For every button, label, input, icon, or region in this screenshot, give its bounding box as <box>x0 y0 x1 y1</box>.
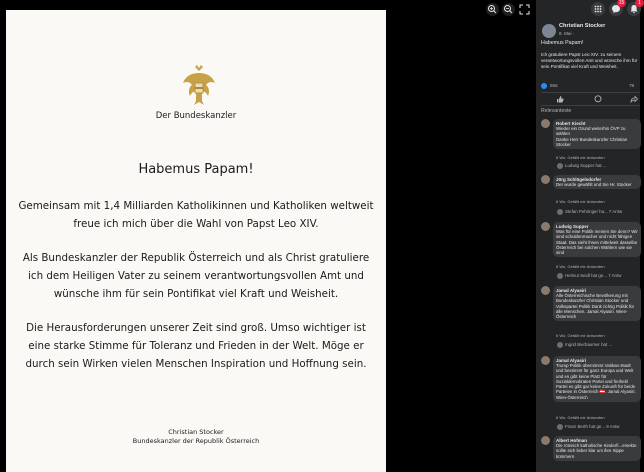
notifications-badge: 1 <box>635 0 644 7</box>
comment-sort-dropdown[interactable]: Relevanteste <box>541 108 572 114</box>
reply-text: Helmut Seidl hat ge... 7 Antw <box>565 273 622 279</box>
reply-preview[interactable] <box>557 342 612 349</box>
reply-preview[interactable] <box>557 424 619 431</box>
comment-bubble <box>553 175 641 189</box>
like-button-icon[interactable] <box>556 95 564 105</box>
comment-actions[interactable]: 6 Wo. Gefällt mir Antworten <box>556 415 605 420</box>
comment-text: Wieder ein Grund weiterhin ÖVP zu wählen Danke Herr Bundeskanzler Christian Stocker <box>556 126 628 147</box>
reply-avatar <box>557 273 563 279</box>
messenger-icon[interactable] <box>609 2 623 16</box>
menu-grid-icon[interactable] <box>591 2 605 16</box>
commenter-avatar[interactable] <box>541 175 550 184</box>
austrian-eagle-emblem-icon <box>182 65 216 105</box>
commenter-name[interactable]: Robert Kiecht <box>556 121 586 126</box>
commenter-avatar[interactable] <box>541 119 550 128</box>
reply-text: Franz Berth hat ge... 9 Antw <box>565 424 620 430</box>
letter-paragraph-3: Die Herausforderungen unserer Zeit sind groß. Umso wichtiger ist eine starke Stimme für Toleranz und Frieden in der Welt. Möge er durch sein Wirken vielen Menschen Inspiration und Hoffnung sein. <box>25 322 367 370</box>
notifications-bell-icon[interactable] <box>627 2 641 16</box>
comment-actions[interactable]: 6 Wo. Gefällt mir Antworten <box>556 333 605 338</box>
reactions-count: 556 <box>550 83 558 88</box>
top-bar <box>536 0 640 18</box>
comment-actions[interactable]: 6 Wo. Gefällt mir Antworten <box>556 199 605 204</box>
comment-bubble <box>553 286 641 321</box>
comment-text: Der wurde gewählt und Sie Hr. Stocker <box>556 182 632 187</box>
zoom-in-icon[interactable] <box>486 3 499 16</box>
reply-avatar <box>557 424 563 430</box>
commenter-name[interactable]: Jörg Schlögelsdorfer <box>556 177 602 182</box>
reply-text: Stefan Pehringer ha... 7 Antw <box>565 209 623 215</box>
reply-avatar <box>557 163 563 169</box>
commenter-name[interactable]: Jamal Alyasiri <box>556 288 587 293</box>
comment-actions[interactable]: 6 Wo. Gefällt mir Antworten <box>556 264 605 269</box>
commenter-avatar[interactable] <box>541 436 550 445</box>
commenter-avatar[interactable] <box>541 222 550 231</box>
comment-bubble <box>553 436 641 461</box>
commenter-avatar[interactable] <box>541 356 550 365</box>
letterhead-title: Der Bundeskanzler <box>155 111 237 121</box>
signature-title: Bundeskanzler der Republik Österreich <box>132 437 260 445</box>
commenter-name[interactable]: Jamal Alyasiri <box>556 358 587 363</box>
comment-bubble <box>553 222 641 257</box>
author-avatar[interactable] <box>542 24 556 38</box>
commenter-name[interactable]: Albert Hofman <box>556 438 588 443</box>
share-button-icon[interactable] <box>630 95 638 105</box>
reply-preview[interactable] <box>557 209 622 216</box>
post-title: Habemus Papam! <box>541 40 584 46</box>
letter-headline: Habemus Papam! <box>138 162 254 177</box>
divider <box>541 105 640 106</box>
commenter-avatar[interactable] <box>541 286 550 295</box>
post-body: Ich gratuliere Papst Leo XIV. zu seinem verantwortungsvollen Amt und wünsche ihm für sein Pontifikat viel Kraft und Weisheit. <box>541 52 638 70</box>
comment-button-icon[interactable] <box>594 95 602 105</box>
comment-text: Alle Österreichische Bevölkerung mit Bundeskanzler Christian Stocker und Volkspartei Politik Dank richtig Politik für alle Menschen. Jamal Alyasiri. Wien-Österreich <box>556 293 635 320</box>
comment-text: Was für eine Politik meinen Sie denn? Wir sind schuldenmacher und nicht fähigen Staat. Das sieht ihnen mittelweit dasselbe Österreich bei solchen Wählern wie sie sind <box>556 229 638 256</box>
reply-preview[interactable] <box>557 163 607 170</box>
comment-actions[interactable]: 6 Wo. Gefällt mir Antworten <box>556 155 605 160</box>
signature-name: Christian Stocker <box>168 428 224 436</box>
comments-count[interactable]: 79 <box>629 83 635 88</box>
comment-bubble <box>553 356 641 402</box>
reply-avatar <box>557 342 563 348</box>
comment-text: Trump Politik übernimmt Vatikan-Stadt und bestimmt für ganz Europa und Welt und es gibt keine Platz für Sozialdemokraten Partei und freiheitl Partei es gibt gar keine Zukunft für beide Parteien in Österreich 🇦🇹. Jamal Alyasiri. Wien-Österreich <box>556 363 636 400</box>
zoom-out-icon[interactable] <box>502 3 515 16</box>
like-reaction-icon <box>541 83 547 89</box>
letter-paragraph-1: Gemeinsam mit 1,4 Milliarden Katholikinnen und Katholiken weltweit freue ich mich über die Wahl von Papst Leo XIV. <box>18 200 374 230</box>
post-author[interactable]: Christian Stocker <box>559 23 606 29</box>
letter-paragraph-2: Als Bundeskanzler der Republik Österreich und als Christ gratuliere ich dem Heiligen Vater zu seinem verantwortungsvollen Amt und wünsche ihm für sein Pontifikat viel Kraft und Weisheit. <box>22 252 370 300</box>
divider <box>541 92 640 93</box>
reply-avatar <box>557 209 563 215</box>
fullscreen-icon[interactable] <box>519 4 530 15</box>
reactions-row[interactable] <box>541 82 640 90</box>
post-date[interactable]: 8. Mai · <box>559 31 575 36</box>
reply-preview[interactable] <box>557 273 621 280</box>
commenter-name[interactable]: Ludwig Supper <box>556 224 589 229</box>
reply-text: Ludwig Supper hat ... <box>565 163 607 169</box>
letter-image <box>6 10 386 472</box>
post-sidebar <box>536 0 640 472</box>
messenger-badge: 15 <box>618 0 625 6</box>
comment-bubble <box>553 119 641 149</box>
comment-text: Die römisch katholische Kinderfi...ersekte sollte sich lieber klar um ihre Sippe kümmern <box>556 443 637 459</box>
reply-text: Ingrid Bierbaumer hat ... <box>565 342 613 348</box>
